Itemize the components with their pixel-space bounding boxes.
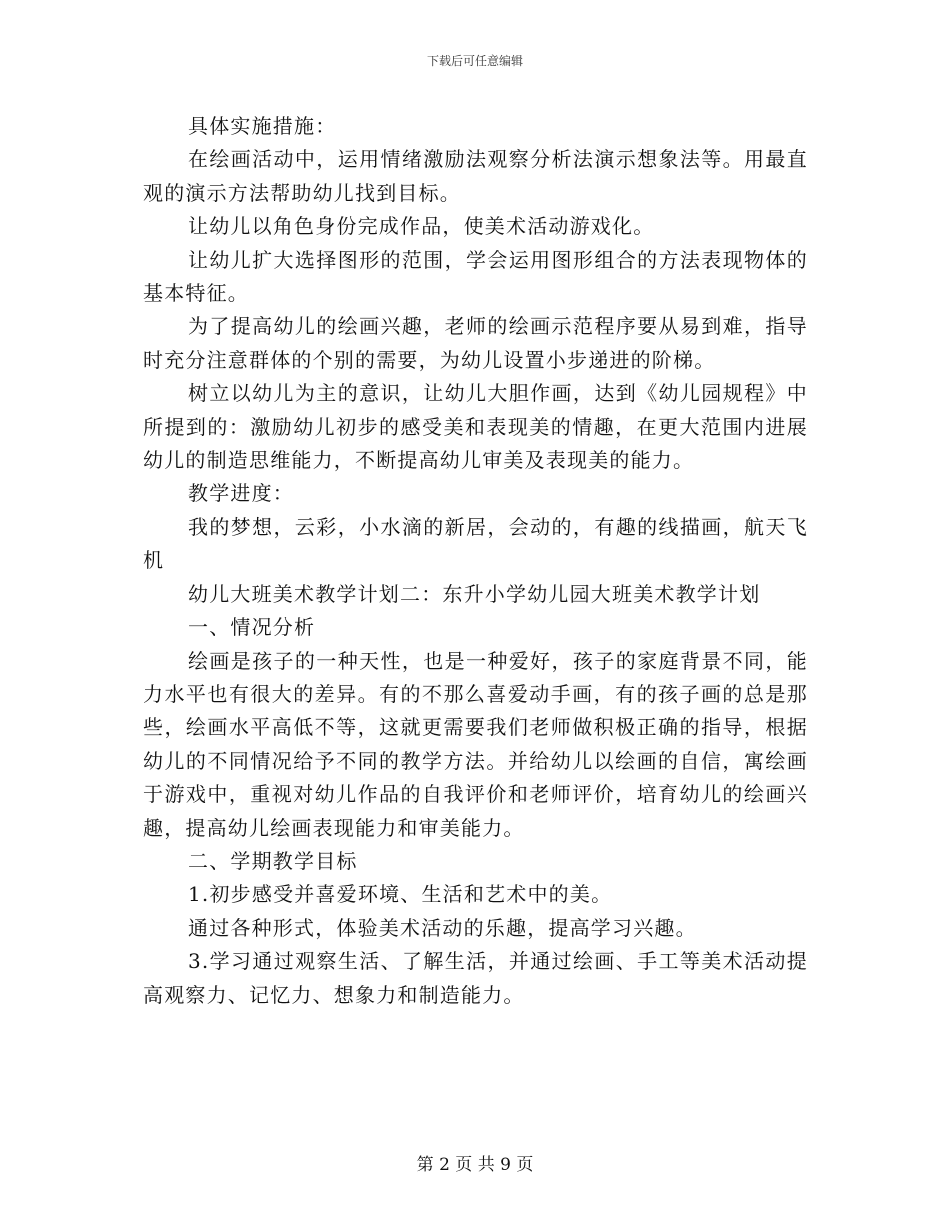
page-header: 下载后可任意编辑 [426, 54, 523, 68]
list-item: 1.初步感受并喜爱环境、生活和艺术中的美。 [188, 882, 613, 907]
paragraph: 让幼儿以角色身份完成作品，使美术活动游戏化。 [188, 214, 655, 239]
paragraph: 让幼儿扩大选择图形的范围，学会运用图形组合的方法表现物体的基本特征。 [143, 247, 808, 306]
paragraph: 教学进度： [188, 481, 294, 506]
list-item: 3.学习通过观察生活、了解生活，并通过绘画、手工等美术活动提高观察力、记忆力、想象力和制造能力。 [143, 949, 808, 1007]
paragraph: 在绘画活动中，运用情绪激励法观察分析法演示想象法等。用最直观的演示方法帮助幼儿找到目标。 [143, 147, 808, 205]
section-heading: 二、学期教学目标 [188, 848, 358, 873]
page-footer [0, 1154, 950, 1176]
paragraph: 绘画是孩子的一种天性，也是一种爱好，孩子的家庭背景不同，能力水平也有很大的差异。有的不那么喜爱动手画，有的孩子画的总是那些，绘画水平高低不等，这就更需要我们老师做积极正确的指导，根据幼儿的不同情况给予不同的教学方法。并给幼儿以绘画的自信，寓绘画于游戏中，重视对幼儿作品的自我评价和老师评价，培育幼儿的绘画兴趣，提高幼儿绘画表现能力和审美能力。 [143, 648, 808, 840]
page-number: 第 2 页 共 9 页 [416, 1155, 534, 1175]
paragraph: 为了提高幼儿的绘画兴趣，老师的绘画示范程序要从易到难，指导时充分注意群体的个别的需要，为幼儿设置小步递进的阶梯。 [143, 314, 808, 372]
section-heading: 一、情况分析 [188, 615, 316, 640]
paragraph: 树立以幼儿为主的意识，让幼儿大胆作画，达到《幼儿园规程》中所提到的：激励幼儿初步的感受美和表现美的情趣，在更大范围内进展幼儿的制造思维能力，不断提高幼儿审美及表现美的能力。 [143, 381, 808, 473]
paragraph: 具体实施措施： [188, 114, 337, 138]
list-item: 通过各种形式，体验美术活动的乐趣，提高学习兴趣。 [188, 915, 697, 940]
document-body [143, 110, 808, 1012]
paragraph: 幼儿大班美术教学计划二：东升小学幼儿园大班美术教学计划 [188, 581, 761, 606]
paragraph: 我的梦想，云彩，小水滴的新居，会动的，有趣的线描画，航天飞机 [143, 514, 808, 573]
